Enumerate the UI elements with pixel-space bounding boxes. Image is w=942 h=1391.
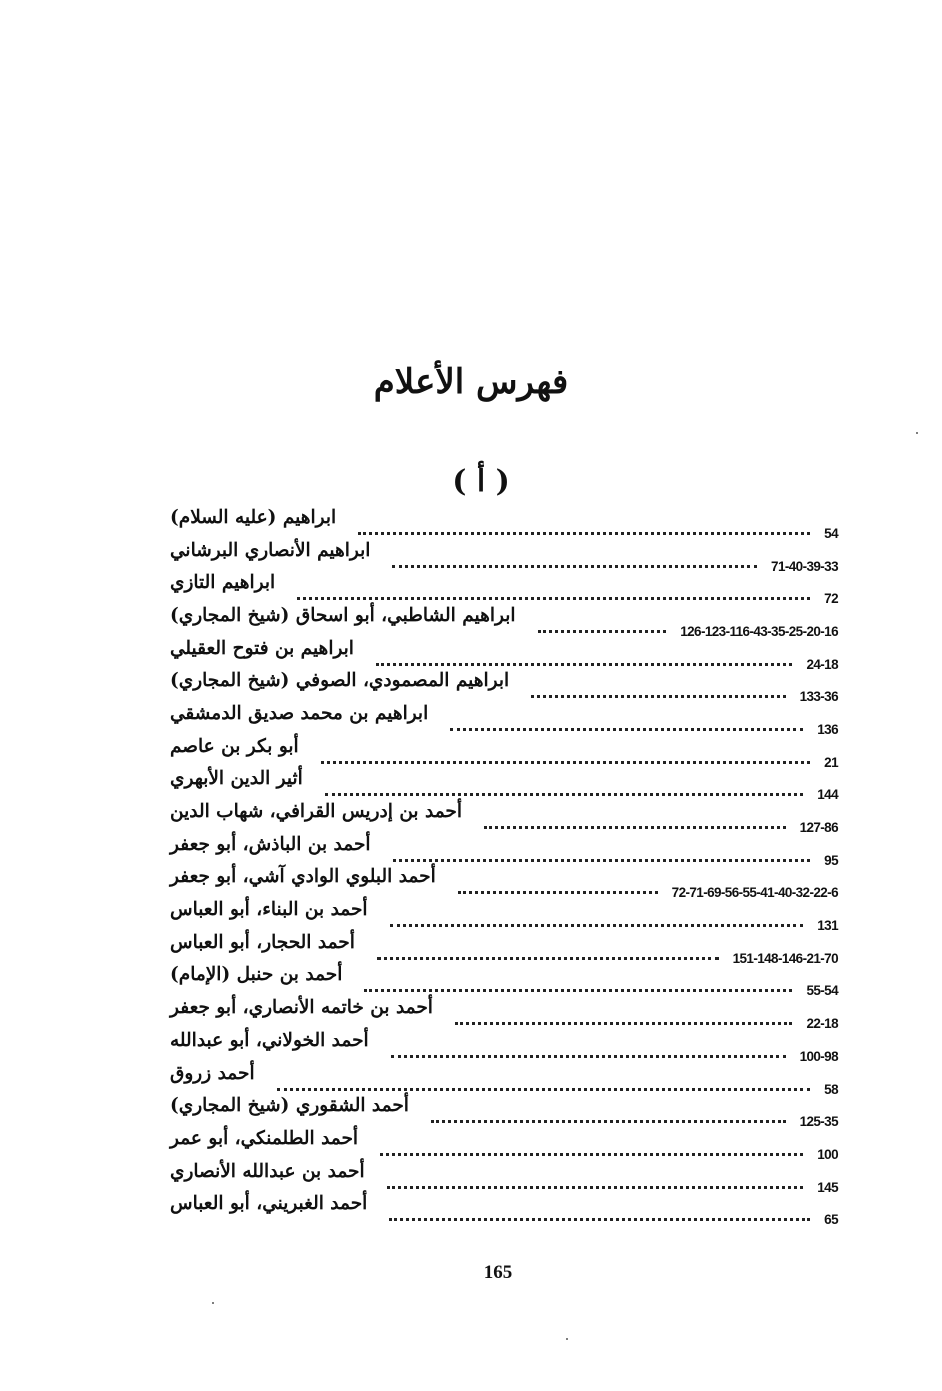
entry-name: أحمد الحجار، أبو العباس: [170, 931, 355, 953]
entry-page-numbers: 21: [824, 754, 838, 770]
entry-name: أحمد بن عبدالله الأنصاري: [170, 1160, 365, 1182]
dot-leader: [391, 1055, 786, 1058]
index-entry: [170, 1194, 838, 1227]
dot-leader: [297, 597, 810, 600]
entry-page-numbers: 65: [824, 1212, 838, 1228]
entry-page-numbers: 127-86: [799, 820, 838, 836]
entry-page-numbers: 151-148-146-21-70: [732, 950, 838, 966]
index-entry: [170, 541, 838, 574]
entry-page-numbers: 95: [824, 852, 838, 868]
dot-leader: [387, 1186, 804, 1189]
index-entry: [170, 737, 838, 770]
index-entry: [170, 802, 838, 835]
index-entry: [170, 1162, 838, 1195]
dot-leader: [277, 1088, 811, 1091]
entry-page-numbers: 100-98: [799, 1048, 838, 1064]
index-entry: [170, 1096, 838, 1129]
dot-leader: [358, 532, 810, 535]
entry-page-numbers: 58: [824, 1081, 838, 1097]
dot-leader: [377, 957, 719, 960]
scan-speck: [916, 432, 918, 434]
entry-name: أحمد بن البناء، أبو العباس: [170, 899, 368, 921]
entry-page-numbers: 144: [817, 787, 838, 803]
entry-page-numbers: 136: [817, 721, 838, 737]
index-entry: [170, 933, 838, 966]
entry-page-numbers: 100: [817, 1146, 838, 1162]
entry-name: ابراهيم الأنصاري البرشاني: [170, 539, 371, 561]
dot-leader: [380, 1153, 803, 1156]
page-title: فهرس الأعلام: [373, 362, 569, 402]
entry-name: أحمد الطلمنكي، أبو عمر: [170, 1127, 359, 1149]
entry-name: أحمد بن خاتمه الأنصاري، أبو جعفر: [170, 997, 433, 1019]
entry-page-numbers: 55-54: [806, 983, 838, 999]
section-heading: ( أ ): [452, 464, 510, 499]
dot-leader: [484, 826, 786, 829]
dot-leader: [531, 695, 785, 698]
index-entry: [170, 1129, 838, 1162]
index-entry: [170, 835, 838, 868]
entry-page-numbers: 22-18: [806, 1016, 838, 1032]
entry-page-numbers: 71-40-39-33: [771, 558, 838, 574]
dot-leader: [393, 859, 811, 862]
dot-leader: [538, 630, 667, 633]
entry-name: ابراهيم المصمودي، الصوفي (شيخ المجاري): [170, 670, 510, 692]
entry-name: أثير الدين الأبهري: [170, 768, 303, 790]
dot-leader: [325, 793, 804, 796]
dot-leader: [431, 1120, 786, 1123]
name-index-list: [170, 508, 838, 1227]
entry-name: أبو بكر بن عاصم: [170, 735, 299, 757]
index-entry: [170, 1064, 838, 1097]
dot-leader: [390, 924, 804, 927]
dot-leader: [376, 663, 793, 666]
entry-page-numbers: 126-123-116-43-35-25-20-16: [680, 623, 838, 639]
entry-name: أحمد بن حنبل (الإمام): [170, 964, 343, 986]
page-number: 165: [483, 1262, 513, 1283]
scan-speck: [566, 1338, 568, 1340]
dot-leader: [392, 565, 757, 568]
index-entry: [170, 671, 838, 704]
entry-name: أحمد بن الباذش، أبو جعفر: [170, 833, 371, 855]
entry-name: أحمد الخولاني، أبو عبدالله: [170, 1029, 369, 1051]
entry-page-numbers: 125-35: [799, 1114, 838, 1130]
entry-page-numbers: 133-36: [799, 689, 838, 705]
entry-name: ابراهيم بن محمد صديق الدمشقي: [170, 702, 429, 724]
entry-name: ابراهيم بن فتوح العقيلي: [170, 637, 354, 659]
dot-leader: [458, 891, 658, 894]
entry-name: أحمد زروق: [170, 1062, 255, 1084]
index-entry: [170, 966, 838, 999]
entry-name: أحمد الغبريني، أبو العباس: [170, 1193, 368, 1215]
index-entry: [170, 900, 838, 933]
index-entry: [170, 770, 838, 803]
entry-page-numbers: 145: [817, 1179, 838, 1195]
entry-name: ابراهيم (عليه السلام): [170, 506, 337, 528]
dot-leader: [450, 728, 803, 731]
scan-speck: [212, 1302, 214, 1304]
entry-name: ابراهيم الشاطبي، أبو اسحاق (شيخ المجاري): [170, 604, 516, 626]
entry-page-numbers: 131: [817, 918, 838, 934]
dot-leader: [455, 1022, 793, 1025]
index-entry: [170, 508, 838, 541]
dot-leader: [364, 989, 792, 992]
entry-name: أحمد الشقوري (شيخ المجاري): [170, 1095, 409, 1117]
index-entry: [170, 704, 838, 737]
entry-name: ابراهيم التازي: [170, 572, 276, 594]
entry-page-numbers: 24-18: [806, 656, 838, 672]
entry-page-numbers: 54: [824, 525, 838, 541]
entry-page-numbers: 72-71-69-56-55-41-40-32-22-6: [671, 885, 838, 901]
index-entry: [170, 573, 838, 606]
entry-name: أحمد البلوي الوادي آشي، أبو جعفر: [170, 866, 436, 888]
index-entry: [170, 606, 838, 639]
index-entry: [170, 998, 838, 1031]
index-entry: [170, 639, 838, 672]
entry-page-numbers: 72: [824, 591, 838, 607]
entry-name: أحمد بن إدريس القرافي، شهاب الدين: [170, 801, 462, 823]
dot-leader: [321, 761, 811, 764]
index-entry: [170, 1031, 838, 1064]
dot-leader: [389, 1218, 810, 1221]
index-entry: [170, 868, 838, 901]
